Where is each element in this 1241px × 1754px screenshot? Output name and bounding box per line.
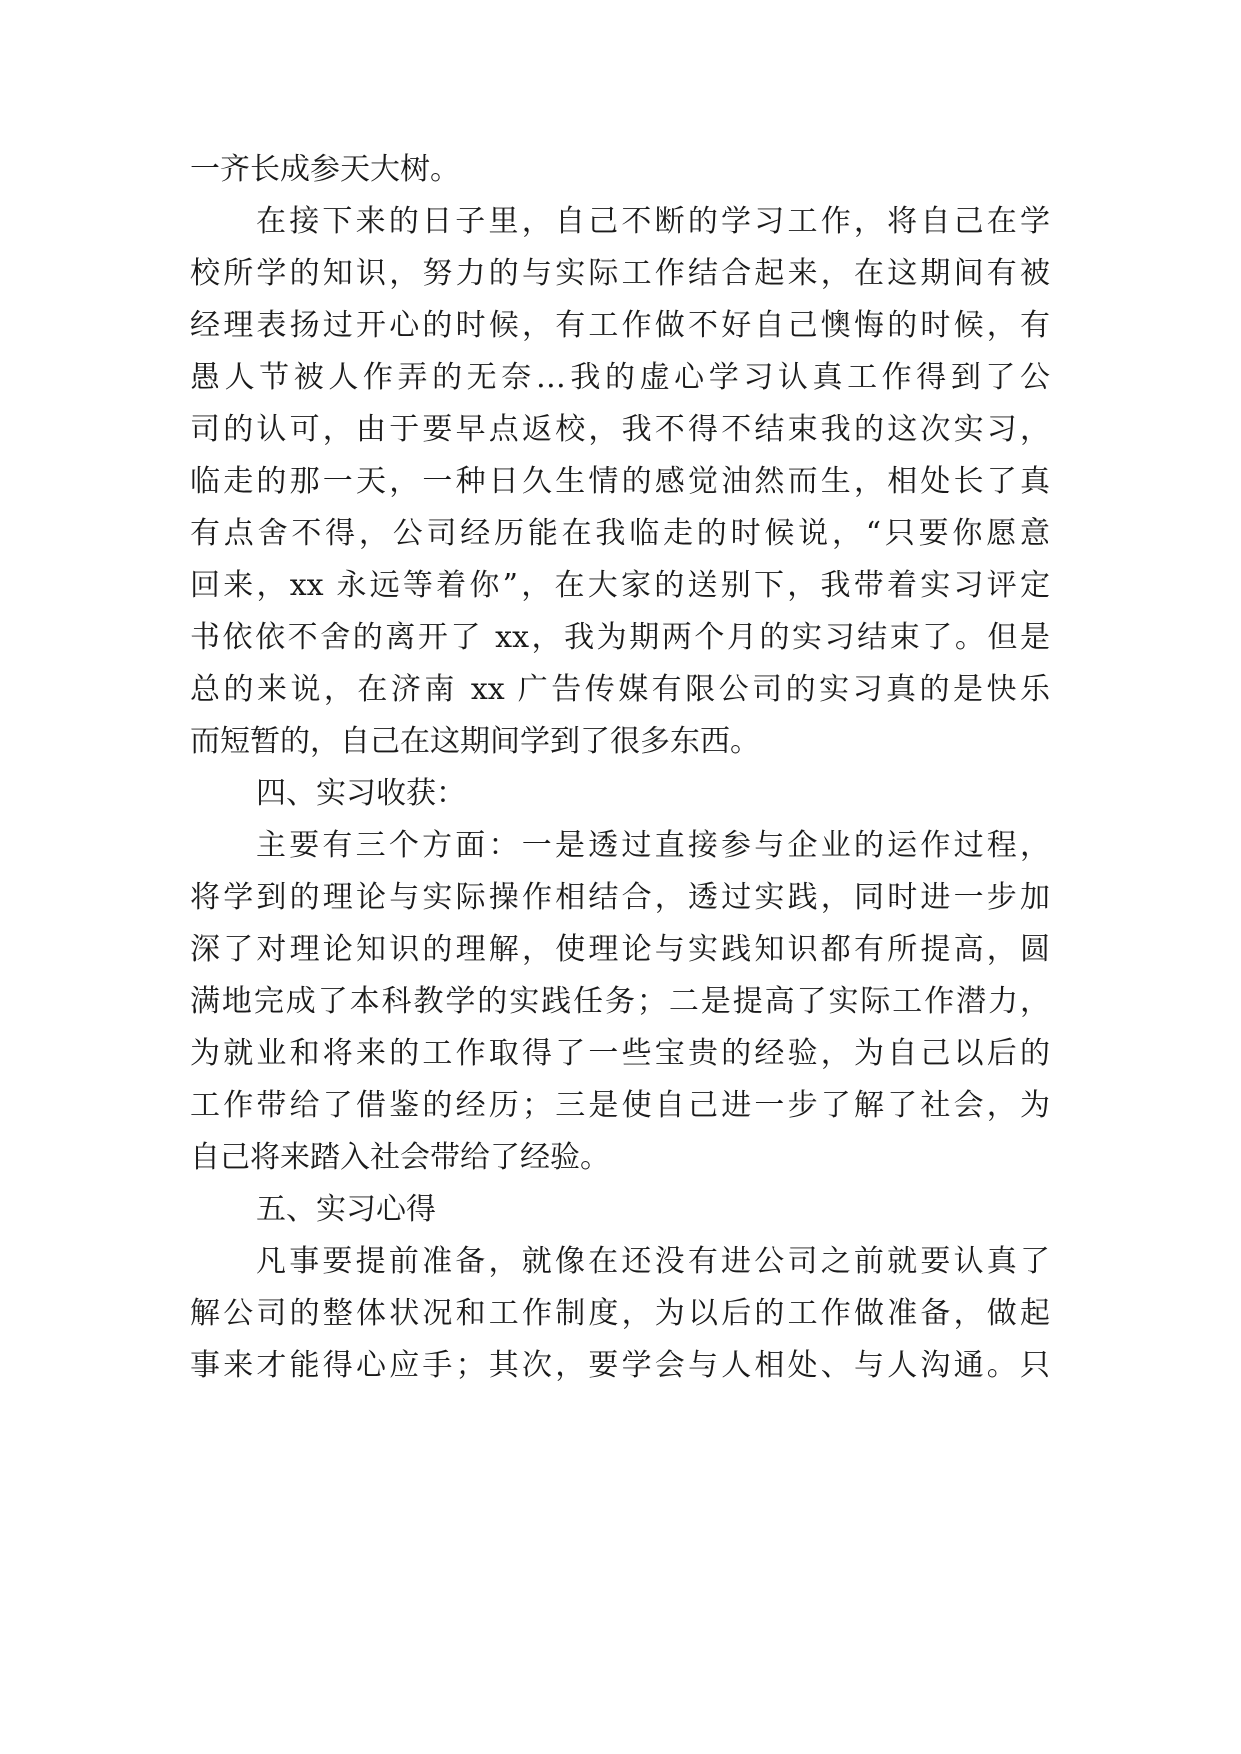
text-line: 司的认可，由于要早点返校，我不得不结束我的这次实习， [190, 412, 1050, 447]
section-heading: 四、实习收获： [256, 776, 466, 811]
text-line: 深了对理论知识的理解，使理论与实践知识都有所提高，圆 [190, 932, 1050, 967]
text-line: 临走的那一天，一种日久生情的感觉油然而生，相处长了真 [190, 464, 1050, 499]
text-line: 书依依不舍的离开了 xx，我为期两个月的实习结束了。但是 [190, 620, 1050, 655]
text-line: 而短暂的，自己在这期间学到了很多东西。 [190, 724, 760, 759]
text-line: 解公司的整体状况和工作制度，为以后的工作做准备，做起 [190, 1296, 1050, 1331]
text-line: 一齐长成参天大树。 [190, 152, 460, 187]
paragraph-first-line: 凡事要提前准备，就像在还没有进公司之前就要认真了 [256, 1244, 1050, 1279]
section-heading: 五、实习心得 [256, 1192, 436, 1227]
text-line: 满地完成了本科教学的实践任务；二是提高了实际工作潜力， [190, 984, 1050, 1019]
text-line: 工作带给了借鉴的经历；三是使自己进一步了解了社会，为 [190, 1088, 1050, 1123]
text-line: 总的来说，在济南 xx 广告传媒有限公司的实习真的是快乐 [190, 672, 1050, 707]
text-line: 经理表扬过开心的时候，有工作做不好自己懊悔的时候，有 [190, 308, 1050, 343]
text-line: 回来，xx 永远等着你”，在大家的送别下，我带着实习评定 [190, 568, 1050, 603]
text-line: 将学到的理论与实际操作相结合，透过实践，同时进一步加 [190, 880, 1050, 915]
paragraph-first-line: 主要有三个方面：一是透过直接参与企业的运作过程， [256, 828, 1050, 863]
text-line: 自己将来踏入社会带给了经验。 [190, 1140, 610, 1175]
paragraph-first-line: 在接下来的日子里，自己不断的学习工作，将自己在学 [256, 204, 1050, 239]
text-line: 愚人节被人作弄的无奈…我的虚心学习认真工作得到了公 [190, 360, 1050, 395]
text-line: 校所学的知识，努力的与实际工作结合起来，在这期间有被 [190, 256, 1050, 291]
text-line: 为就业和将来的工作取得了一些宝贵的经验，为自己以后的 [190, 1036, 1050, 1071]
text-line: 有点舍不得，公司经历能在我临走的时候说，“只要你愿意 [190, 516, 1050, 551]
text-line: 事来才能得心应手；其次，要学会与人相处、与人沟通。只 [190, 1348, 1050, 1383]
